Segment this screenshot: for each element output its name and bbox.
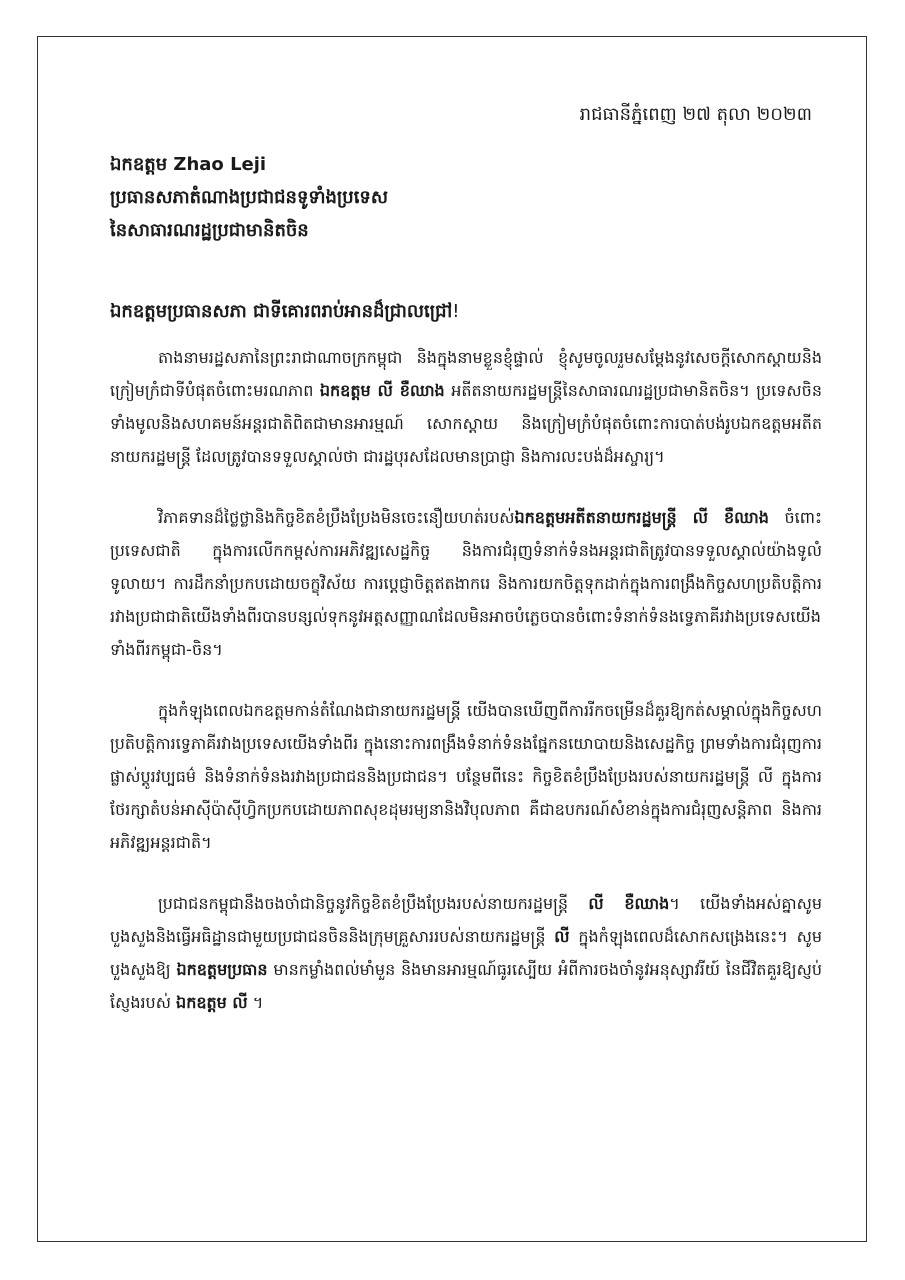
letter-body [110, 100, 822, 1047]
salutation-punct: ! [452, 301, 460, 322]
paragraph-3: ក្នុងកំឡុងពេលឯកឧត្តមកាន់តំណែងជានាយករដ្ឋមន្ត្រី យើងបានឃើញពីការរីកចម្រើនដ៏គួរឱ្យកត់សម្គាល់ក្នុងកិច្ចសហប្រតិបត្តិការទ្វេភាគីរវាងប្រទេសយើងទាំងពីរ ក្នុងនោះការពង្រឹងទំនាក់ទំនងផ្នែកនយោបាយនិងសេដ្ឋកិច្ច ព្រមទាំងការជំរុញការផ្លាស់ប្ដូរវប្បធម៌ និងទំនាក់ទំនងរវាងប្រជាជននិងប្រជាជន។ បន្ថែមពីនេះ កិច្ចខិតខំប្រឹងប្រែងរបស់នាយករដ្ឋមន្ត្រី លី ក្នុងការថែរក្សាតំបន់អាស៊ីប៉ាស៊ីហ្វិកប្រកបដោយភាពសុខដុមរម្យនានិងវិបុលភាព គឺជាឧបករណ៍សំខាន់ក្នុងការជំរុញសន្តិភាព និងការអភិវឌ្ឍអន្តរជាតិ។ [110, 701, 822, 852]
recipient-line-3: នៃសាធារណរដ្ឋប្រជាមានិតចិន [110, 220, 309, 241]
paragraph-2 [110, 501, 822, 666]
paragraph-4-text-a: ប្រជាជនកម្ពុជានឹងចងចាំជានិច្ចនូវកិច្ចខិតខំប្រឹងប្រែងរបស់នាយករដ្ឋមន្ត្រី [158, 894, 569, 913]
paragraph-4 [110, 887, 822, 1019]
recipient-line-1 [110, 148, 822, 181]
paragraph-4-bold-president: ឯកឧត្តមប្រធាន [176, 960, 268, 979]
recipient-address [110, 148, 822, 247]
paragraph-1-text-a: តាងនាមរដ្ឋសភានៃព្រះរាជាណាចក្រកម្ពុជា និងក្នុងនាមខ្លួនខ្ញុំផ្ទាល់ ខ្ញុំសូមចូលរួមសម្ដែងនូវសេចក្ដីសោកស្ដាយនិងក្រៀមក្រំជាទីបំផុតចំពោះមរណភាព [110, 348, 822, 400]
paragraph-4-text-e: ក្នុងកំឡុងពេលដ៏សោកសង្រេងនេះ។ សូមបួងសួងឱ្យ [110, 927, 822, 979]
paragraph-1 [110, 341, 822, 473]
letter-date: រាជធានីភ្នំពេញ ២៧ តុលា ២០២៣ [579, 104, 812, 125]
paragraph-4-text-c: ។ យើងទាំងអស់គ្នាសូមបួងសួងនិងធ្វើអធិដ្ឋានជាមួយប្រជាជនចិននិងក្រុមគ្រួសាររបស់នាយករដ្ឋមន្ត្រី [110, 894, 822, 946]
paragraph-1-bold-name: ឯកឧត្តម លី ខឺឈាង [319, 381, 445, 400]
paragraph-1-text-c: អតីតនាយករដ្ឋមន្ត្រីនៃសាធារណរដ្ឋប្រជាមានិតចិន។ ប្រទេសចិនទាំងមូលនិងសហគមន៍អន្តរជាតិពិតជាមានអារម្មណ៍ សោកស្ដាយ និងក្រៀមក្រំបំផុតចំពោះការបាត់បង់រូបឯកឧត្តមអតីតនាយករដ្ឋមន្ត្រី ដែលត្រូវបានទទួលស្គាល់ថា ជារដ្ឋបុរសដែលមានប្រាជ្ញា និងការលះបង់ដ៏អស្ចារ្យ។ [110, 381, 822, 466]
salutation-text: ឯកឧត្តមប្រធានសភា ជាទីគោរពរាប់អានដ៏ជ្រាលជ្រៅ [110, 301, 453, 322]
recipient-name: Zhao Leji [173, 154, 267, 175]
paragraph-2-text-a: វិភាគទានដ៏ថ្លៃថ្លានិងកិច្ចខិតខំប្រឹងប្រែងមិនចេះនឿយហត់របស់ [158, 508, 515, 527]
paragraph-4-bold-name: លី ខឺឈាង [588, 894, 670, 913]
salutation [110, 297, 822, 327]
paragraph-2-bold-name: ឯកឧត្តមអតីតនាយករដ្ឋមន្ត្រី លី ខឺឈាង [514, 508, 769, 527]
paragraph-4-bold-excellency-li: ឯកឧត្តម លី [176, 993, 248, 1012]
paragraph-4-text-i: ។ [252, 993, 264, 1012]
paragraph-4-text-g: មានកម្លាំងពល់មាំមួន និងមានអារម្មណ៍ធូរស្បើយ អំពីការចងចាំនូវអនុស្សាវរីយ៍ នៃជីវិតគួរឱ្យស្ញប់ស្ញែងរបស់ [110, 960, 822, 1012]
recipient-title: ឯកឧត្តម [110, 154, 168, 175]
paragraph-4-bold-li: លី [554, 927, 570, 946]
recipient-line-2: ប្រធានសភាតំណាងប្រជាជនទូទាំងប្រទេស [110, 187, 388, 208]
paragraph-2-text-c: ចំពោះប្រទេសជាតិ ក្នុងការលើកកម្ពស់ការអភិវឌ្ឍសេដ្ឋកិច្ច និងការជំរុញទំនាក់ទំនងអន្តរជាតិត្រូវបានទទួលស្គាល់យ៉ាងទូលំទូលាយ។ ការដឹកនាំប្រកបដោយចក្ខុវិស័យ ការប្ដេជ្ញាចិត្តឥតងាករេ និងការយកចិត្តទុកដាក់ក្នុងការពង្រឹងកិច្ចសហប្រតិបត្តិការរវាងប្រជាជាតិយើងទាំងពីរបានបន្សល់ទុកនូវអត្តសញ្ញាណដែលមិនអាចបំភ្លេចបានចំពោះទំនាក់ទំនងទ្វេភាគីរវាងប្រទេសយើងទាំងពីរកម្ពុជា-ចិន។ [110, 508, 823, 659]
